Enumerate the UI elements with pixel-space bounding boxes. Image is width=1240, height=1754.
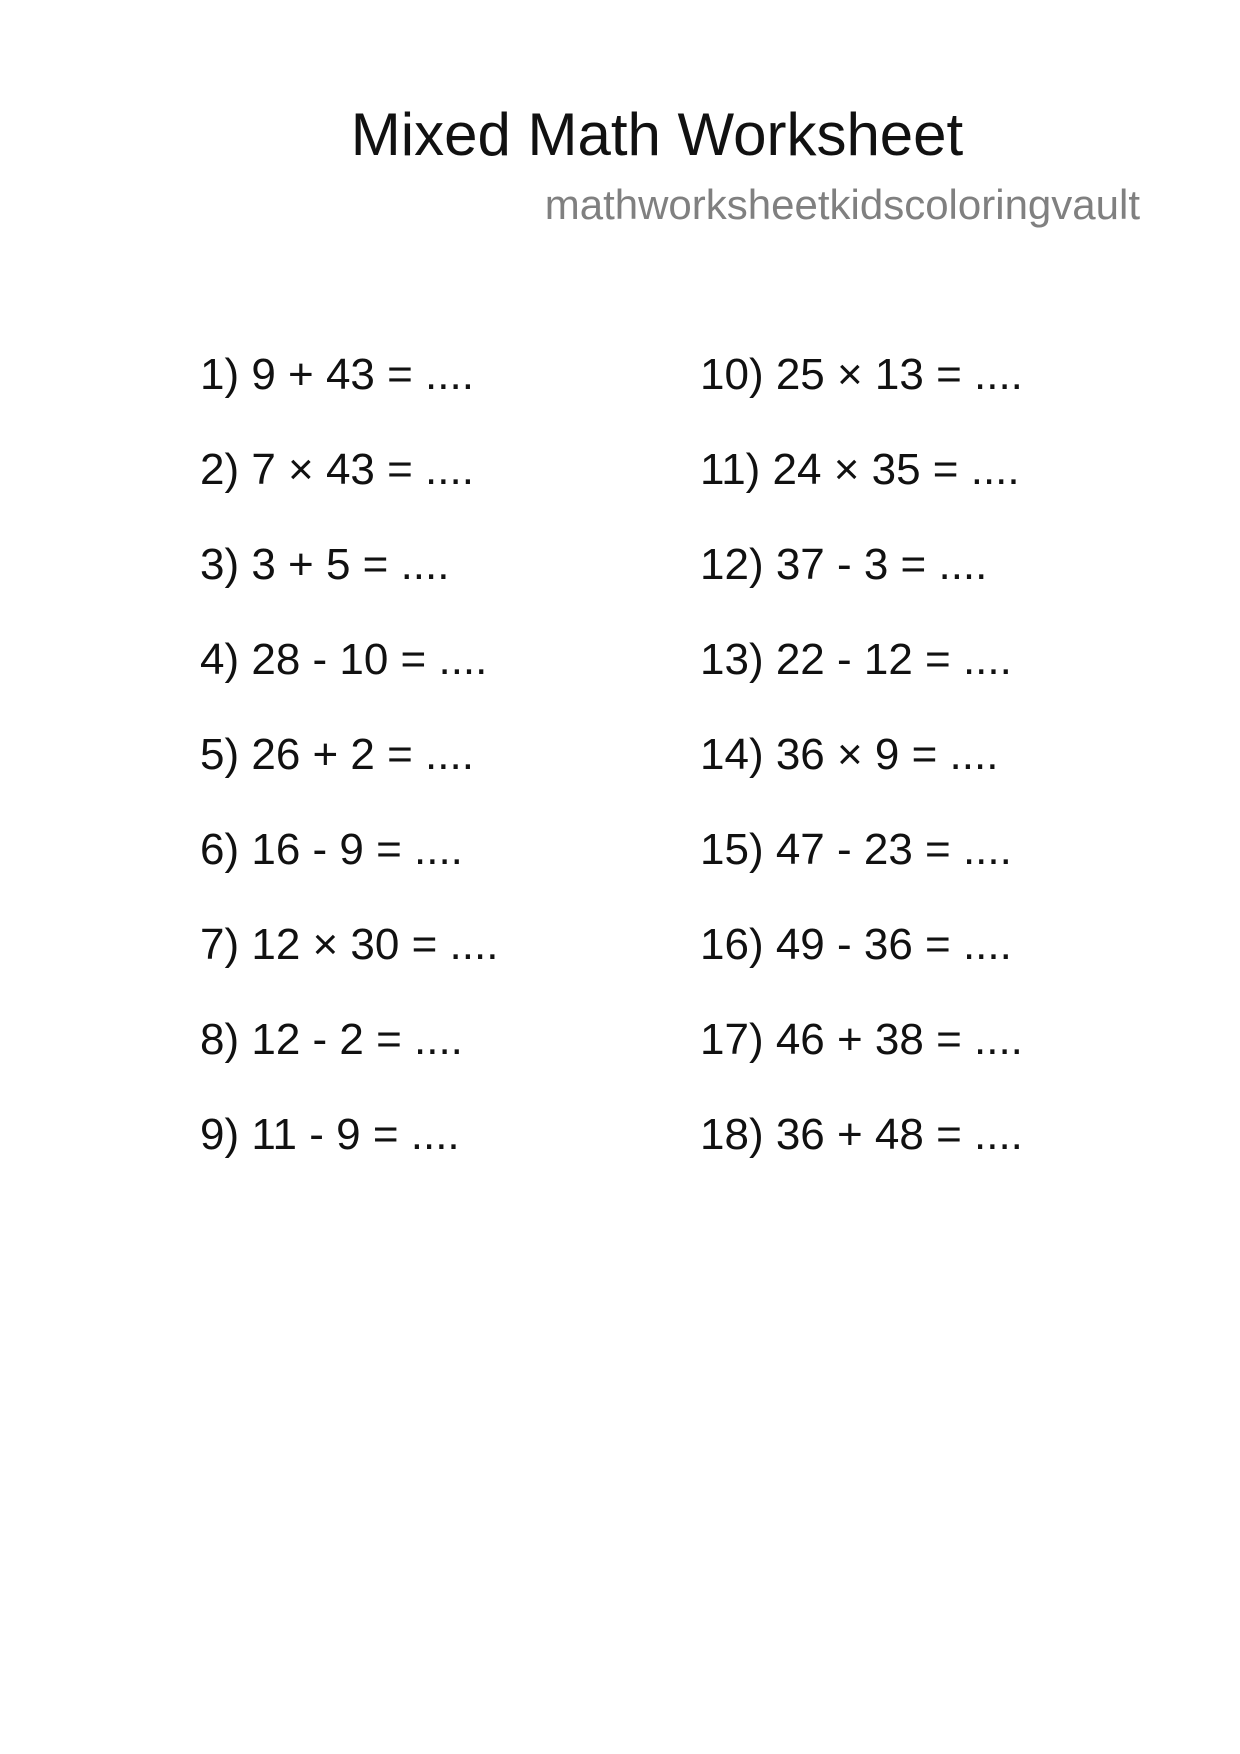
page-subtitle: mathworksheetkidscoloringvault: [544, 181, 1140, 228]
page-title: Mixed Math Worksheet: [350, 101, 964, 168]
problem-item: 11) 24 × 35 = ....: [700, 445, 1020, 494]
problem-item: 4) 28 - 10 = ....: [200, 635, 488, 684]
problem-item: 2) 7 × 43 = ....: [200, 445, 474, 494]
problem-item: 17) 46 + 38 = ....: [700, 1015, 1023, 1064]
problem-item: 14) 36 × 9 = ....: [700, 730, 999, 779]
problem-item: 6) 16 - 9 = ....: [200, 825, 463, 874]
problem-item: 16) 49 - 36 = ....: [700, 920, 1012, 969]
problem-column-left: [200, 345, 680, 1200]
problem-item: 9) 11 - 9 = ....: [200, 1110, 460, 1159]
problem-item: 10) 25 × 13 = ....: [700, 350, 1023, 399]
problem-item: 5) 26 + 2 = ....: [200, 730, 474, 779]
problem-item: 7) 12 × 30 = ....: [200, 920, 499, 969]
problem-item: 3) 3 + 5 = ....: [200, 540, 450, 589]
problem-column-right: [700, 345, 1180, 1200]
problem-item: 13) 22 - 12 = ....: [700, 635, 1012, 684]
problem-item: 8) 12 - 2 = ....: [200, 1015, 463, 1064]
problem-item: 1) 9 + 43 = ....: [200, 350, 474, 399]
problem-item: 18) 36 + 48 = ....: [700, 1110, 1023, 1159]
problem-item: 15) 47 - 23 = ....: [700, 825, 1012, 874]
problem-item: 12) 37 - 3 = ....: [700, 540, 988, 589]
